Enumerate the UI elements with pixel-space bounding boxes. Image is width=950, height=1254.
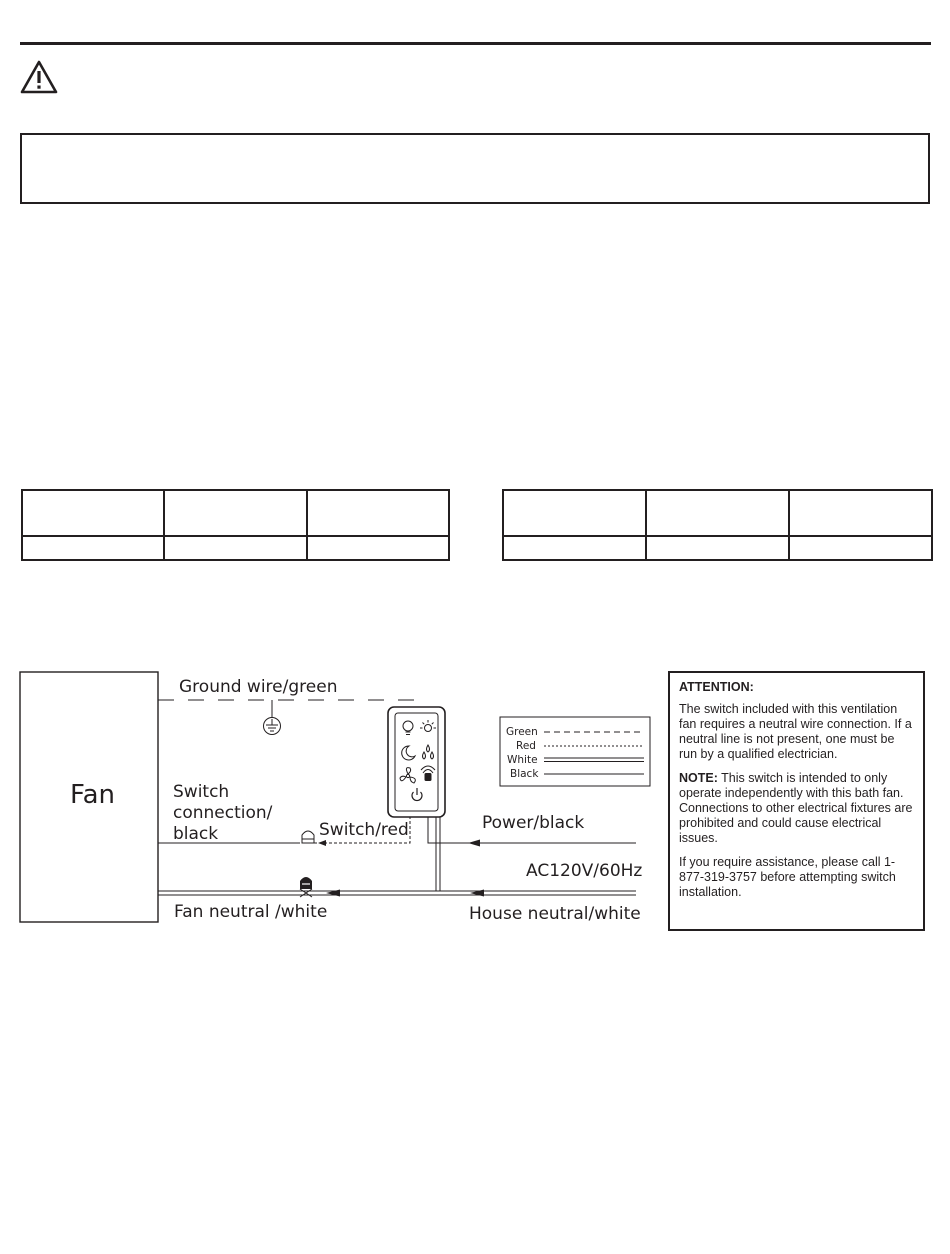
moon-icon	[402, 746, 415, 760]
switch-red-label: Switch/red	[319, 820, 409, 840]
table-cell	[164, 536, 306, 560]
legend-white-label: White	[507, 754, 538, 766]
wire-legend	[500, 717, 650, 786]
ground-wire	[158, 700, 414, 710]
fan-icon	[400, 768, 415, 783]
arrow-icon	[468, 840, 480, 847]
light-rays-icon	[420, 720, 436, 732]
legend-black-label: Black	[510, 768, 539, 780]
legend-red-label: Red	[516, 740, 536, 752]
note-label: NOTE:	[679, 771, 718, 785]
droplets-icon	[423, 745, 434, 759]
table-cell	[646, 490, 789, 536]
table-cell	[789, 490, 932, 536]
voltage-label: AC120V/60Hz	[526, 861, 643, 881]
table-cell	[503, 536, 646, 560]
motion-icon	[421, 766, 435, 781]
fan-neutral-label: Fan neutral /white	[174, 902, 328, 922]
wire-nut-icon	[300, 877, 312, 897]
bulb-icon	[403, 721, 413, 735]
attention-help: If you require assistance, please call 1-877-319-3757 before attempting switch installation.	[679, 855, 896, 899]
top-rule	[20, 42, 931, 45]
ground-wire-label: Ground wire/green	[179, 677, 338, 697]
table-cell	[503, 490, 646, 536]
table-row	[22, 536, 449, 560]
spec-table-right	[502, 489, 933, 561]
table-cell	[307, 536, 449, 560]
attention-title: ATTENTION:	[679, 680, 754, 694]
warning-icon	[20, 60, 58, 94]
switch-connection-label: Switch	[173, 782, 230, 802]
switch-panel	[388, 707, 445, 817]
note-text: This switch is intended to only operate independently with this bath fan. Connections to other electrical fixtures are prohibited and could cause electrical issues.	[679, 771, 913, 845]
table-header-row	[22, 490, 449, 536]
table-cell	[22, 536, 164, 560]
house-neutral-label: House neutral/white	[469, 904, 641, 924]
attention-box	[668, 671, 925, 931]
switch-connection-label: black	[173, 824, 219, 844]
table-cell	[164, 490, 306, 536]
table-cell	[22, 490, 164, 536]
fan-label: Fan	[70, 780, 115, 810]
switch-connection-label: connection/	[173, 803, 273, 823]
legend-green-label: Green	[506, 726, 538, 738]
table-row	[503, 536, 932, 560]
attention-paragraph: The switch included with this ventilation fan requires a neutral wire connection. If a neutral line is not present, one must be run by a qualified electrician.	[679, 702, 912, 761]
table-header-row	[503, 490, 932, 536]
arrow-icon	[318, 840, 326, 846]
table-cell	[307, 490, 449, 536]
warning-box	[20, 133, 930, 204]
power-black-label: Power/black	[482, 813, 585, 833]
table-cell	[646, 536, 789, 560]
attention-note	[679, 771, 914, 846]
wiring-diagram	[0, 660, 660, 940]
wire-nut-icon	[302, 831, 314, 843]
table-cell	[789, 536, 932, 560]
power-icon	[412, 788, 422, 801]
ground-symbol-icon	[264, 700, 281, 735]
spec-table-left	[21, 489, 450, 561]
